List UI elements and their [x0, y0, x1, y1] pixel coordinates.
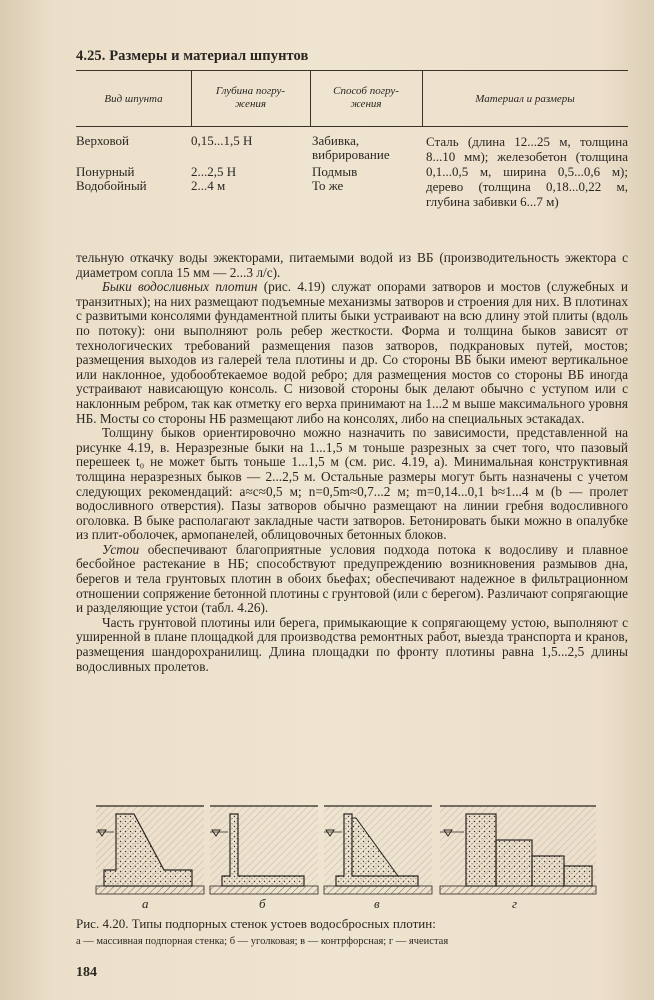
row-depth: 0,15...1,5 H: [191, 133, 253, 148]
row-kind: Водобойный: [76, 178, 147, 193]
panel-letter-b: б: [259, 896, 266, 911]
figure-caption: Рис. 4.20. Типы подпорных стенок устоев водосбросных плотин:: [76, 916, 436, 931]
paragraph: Толщину быков ориентировочно можно назначить по зависимости, представленной на рисунке 4.19, в. Неразрезные быки на 1...1,5 м тоньше разрезных за счет того, что пазовый перешеек t₀ не может быть тоньше 1...1,5 м (см. рис. 4.19, а). Минимальная конструктивная толщина неразрезных быков — 2...2,5 м. Остальные размеры могут быть назначены с учетом следующих рекомендаций: a≈c≈0,5 м; n=0,5m≈0,7...2 м; m=0,14...0,1 b≈1...4 м (b — пролет водосливного отверстия). Пазы затворов обычно размещают на линии гребня водосливного оголовка. В быке располагают закладные части затворов. Бетонировать быки можно в опалубке из плит-оболочек, армопанелей, облицовочных бетонных блоков.: [76, 425, 628, 543]
table-top-rule: [76, 70, 628, 71]
row-method: вибрирование: [312, 147, 390, 162]
body-text: [76, 251, 628, 674]
table-header-rule: [76, 126, 628, 127]
paragraph: [76, 280, 628, 426]
paragraph: тельную откачку воды эжекторами, питаемыми водой из ВБ (производительность эжектора с диаметром сопла 15 мм — 2...3 л/с).: [76, 250, 628, 280]
material-cell: Сталь (длина 12...25 м, толщина 8...10 мм); железобетон (толщина 0,1...0,5 м, ширина 0,5...0,6 м); дерево (толщина 0,18...0,22 м, глубина забивки 6...7 м): [426, 134, 628, 209]
header-material: Материал и размеры: [475, 93, 575, 105]
row-kind: Понурный: [76, 164, 135, 179]
row-depth: 2...4 м: [191, 178, 226, 193]
row-method: То же: [312, 178, 344, 193]
header-depth-2: жения: [234, 98, 267, 110]
row-method: Подмыв: [312, 164, 358, 179]
panel-letter-a: а: [142, 896, 149, 911]
header-method-2: жения: [350, 98, 382, 110]
figure-legend: а — массивная подпорная стенка; б — уголковая; в — контрфорсная; г — ячеистая: [76, 936, 449, 947]
figure-4-20: [76, 800, 628, 915]
figure-panel-a: [94, 800, 206, 898]
panel-letter-g: г: [512, 896, 518, 911]
figure-panel-g: [438, 800, 598, 898]
header-method-1: Способ погру-: [333, 85, 399, 97]
header-depth-1: Глубина погру-: [215, 85, 286, 97]
row-method: Забивка,: [312, 133, 360, 148]
row-depth: 2...2,5 H: [191, 164, 237, 179]
paragraph-rest: обеспечивают благоприятные условия подхода потока к водосливу и плавное бесбойное растекание в НБ; способствуют предупреждению возникновения размывов дна, берегов и тела грунтовых плотин в обоих бьефах; обеспечивают надежное в фильтрационном отношении сопряжение бетонной плотины с грунтовой (или с берегом). Различают сопрягающие и разделяющие устои (табл. 4.26).: [76, 541, 628, 616]
paragraph-lead: Быки водосливных плотин: [102, 279, 258, 295]
paragraph: [76, 543, 628, 616]
paragraph: Часть грунтовой плотины или берега, примыкающие к сопрягающему устою, выполняют с уширенной в плане площадкой для производства ремонтных работ, выезда транспорта и кранов, размещения шандорохранилищ. Длина площадки по фронту плотины равна 1,5...2,5 длины водосливных пролетов.: [76, 614, 628, 674]
panel-letter-v: в: [374, 896, 380, 911]
figure-panel-v: [322, 800, 434, 898]
header-kind: Вид шпунта: [104, 93, 163, 105]
figure-panel-b: [208, 800, 320, 898]
paragraph-rest: (рис. 4.19) служат опорами затворов и мостов (служебных и транзитных); на них размещают подъемные механизмы затворов и строения для них. В плотинах с развитыми консолями фундаментной плиты быки устраивают на всю длину этой плиты (вдоль по потоку): они выполняют роль ребер жесткости. Форма и толщина быков зависят от технологических требований размещения пазов затворов, подкрановых путей, мостов; размещения выходов из галерей тела плотины и др. Со стороны ВБ быки имеют вертикальное или наклонное, удобообтекаемое водой ребро; для размещения мостов со стороны ВБ иногда устраивают нависающую консоль. С низовой стороны бык делают обычно с уступом или с наклонным ребром, так как отметку его верха принимают на 1...2 м выше максимального уровня НБ. Мосты со стороны НБ размещают либо на консолях, либо на специальных эстакадах.: [76, 279, 628, 426]
table-title: 4.25. Размеры и материал шпунтов: [76, 48, 309, 64]
page-number: 184: [76, 965, 97, 980]
row-kind: Верховой: [76, 133, 129, 148]
paragraph-lead: Устои: [102, 541, 140, 557]
